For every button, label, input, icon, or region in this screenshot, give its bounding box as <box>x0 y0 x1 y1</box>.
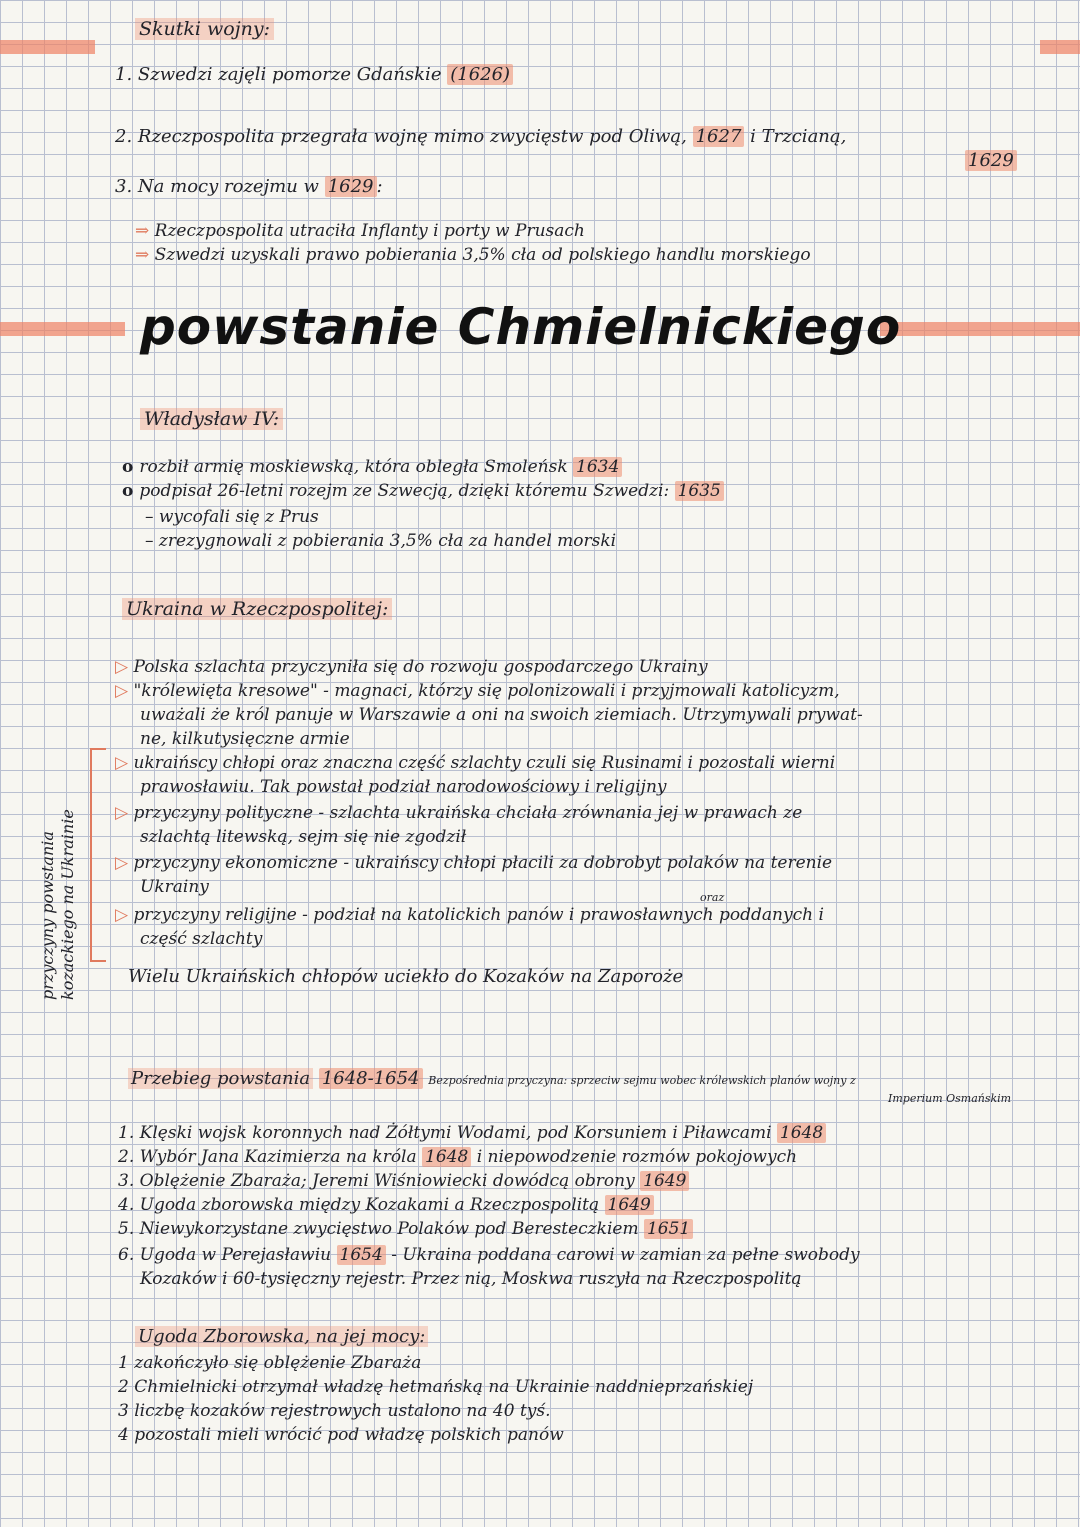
wladyslaw-item-1: o rozbił armię moskiewską, która obległa Smoleńsk 1634 <box>122 456 622 478</box>
ugoda-item-2: 2 Chmielnicki otrzymał władzę hetmańską na Ukrainie naddnieprzańskiej <box>118 1377 754 1397</box>
page-title: powstanie Chmielnickiego <box>140 298 902 356</box>
skutki-sub-2: ⇒ Szwedzi uzyskali prawo pobierania 3,5% cła od polskiego handlu morskiego <box>135 245 811 265</box>
ukraina-line-1: ▷ Polska szlachta przyczyniła się do rozwoju gospodarczego Ukrainy <box>115 657 708 677</box>
ukraina-line-11: ▷ przyczyny religijne - podział na katolickich panów i prawosławnych poddanych i <box>115 905 824 925</box>
highlight-bar <box>1040 40 1080 54</box>
przebieg-item-1: 1. Klęski wojsk koronnych nad Żółtymi Wodami, pod Korsuniem i Piławcami 1648 <box>118 1122 826 1144</box>
ugoda-heading: Ugoda Zborowska, na jej mocy: <box>135 1326 428 1348</box>
ugoda-item-4: 4 pozostali mieli wrócić pod władzę polskich panów <box>118 1425 564 1445</box>
bracket-mark <box>90 748 106 962</box>
ukraina-line-7: ▷ przyczyny polityczne - szlachta ukraińska chciała zrównania jej w prawach ze <box>115 803 803 823</box>
przebieg-item-4: 4. Ugoda zborowska między Kozakami a Rzeczpospolitą 1649 <box>118 1194 654 1216</box>
ukraina-line-12: część szlachty <box>140 929 263 949</box>
przebieg-note-2: Imperium Osmańskim <box>888 1092 1012 1105</box>
ukraina-heading: Ukraina w Rzeczpospolitej: <box>122 598 392 620</box>
przebieg-item-2: 2. Wybór Jana Kazimierza na króla 1648 i niepowodzenie rozmów pokojowych <box>118 1147 798 1167</box>
skutki-sub-1: ⇒ Rzeczpospolita utraciła Inflanty i porty w Prusach <box>135 221 585 241</box>
ukraina-line-5: ▷ ukraińscy chłopi oraz znaczna część szlachty czuli się Rusinami i pozostali wierni <box>115 753 836 773</box>
highlight-bar <box>0 40 95 54</box>
wladyslaw-sub-2: – zrezygnowali z pobierania 3,5% cła za handel morski <box>145 531 617 551</box>
ukraina-line-13: Wielu Ukraińskich chłopów uciekło do Kozaków na Zaporoże <box>128 966 684 987</box>
ukraina-line-3: uważali że król panuje w Warszawie a oni na swoich ziemiach. Utrzymywali prywat- <box>140 705 863 725</box>
ukraina-line-4: ne, kilkutysięczne armie <box>140 729 350 749</box>
ugoda-item-3: 3 liczbę kozaków rejestrowych ustalono na 40 tyś. <box>118 1401 551 1421</box>
ukraina-line-2: ▷ "królewięta kresowe" - magnaci, którzy się polonizowali i przyjmowali katolicyzm, <box>115 681 840 701</box>
ukraina-line-10: Ukrainy <box>140 877 209 897</box>
insert-word: oraz <box>700 891 725 904</box>
highlight-bar <box>0 322 125 336</box>
przebieg-item-3: 3. Oblężenie Zbaraża; Jeremi Wiśniowiecki dowódcą obrony 1649 <box>118 1170 689 1192</box>
skutki-item-2-year: 1629 <box>965 150 1017 172</box>
przebieg-item-5: 5. Niewykorzystane zwycięstwo Polaków pod Beresteczkiem 1651 <box>118 1218 693 1240</box>
ukraina-line-8: szlachtą litewską, sejm się nie zgodził <box>140 827 467 847</box>
ukraina-line-6: prawosławiu. Tak powstał podział narodowościowy i religijny <box>140 777 667 797</box>
przebieg-heading: Przebieg powstania 1648-1654 Bezpośrednia przyczyna: sprzeciw sejmu wobec królewskich planów wojny z <box>128 1068 856 1092</box>
przebieg-item-6-cont: Kozaków i 60-tysięczny rejestr. Przez nią, Moskwa ruszyła na Rzeczpospolitą <box>140 1269 802 1289</box>
skutki-item-1: 1. Szwedzi zajęli pomorze Gdańskie (1626) <box>115 64 513 86</box>
skutki-item-3: 3. Na mocy rozejmu w 1629 : <box>115 176 383 197</box>
przebieg-item-6: 6. Ugoda w Perejasławiu 1654 - Ukraina poddana carowi w zamian za pełne swobody <box>118 1245 860 1265</box>
skutki-heading: Skutki wojny: <box>135 18 274 40</box>
wladyslaw-heading: Władysław IV: <box>140 408 283 430</box>
ugoda-item-1: 1 zakończyło się oblężenie Zbaraża <box>118 1353 422 1373</box>
skutki-item-2: 2. Rzeczpospolita przegrała wojnę mimo zwycięstw pod Oliwą, 1627 i Trzcianą, <box>115 126 847 147</box>
wladyslaw-item-2: o podpisał 26-letni rozejm ze Szwecją, dzięki któremu Szwedzi: 1635 <box>122 480 724 502</box>
ukraina-line-9: ▷ przyczyny ekonomiczne - ukraińscy chłopi płacili za dobrobyt polaków na terenie <box>115 853 833 873</box>
side-label: przyczyny powstania kozackiego na Ukrainie <box>38 809 77 1000</box>
wladyslaw-sub-1: – wycofali się z Prus <box>145 507 319 527</box>
highlight-bar <box>880 322 1080 336</box>
